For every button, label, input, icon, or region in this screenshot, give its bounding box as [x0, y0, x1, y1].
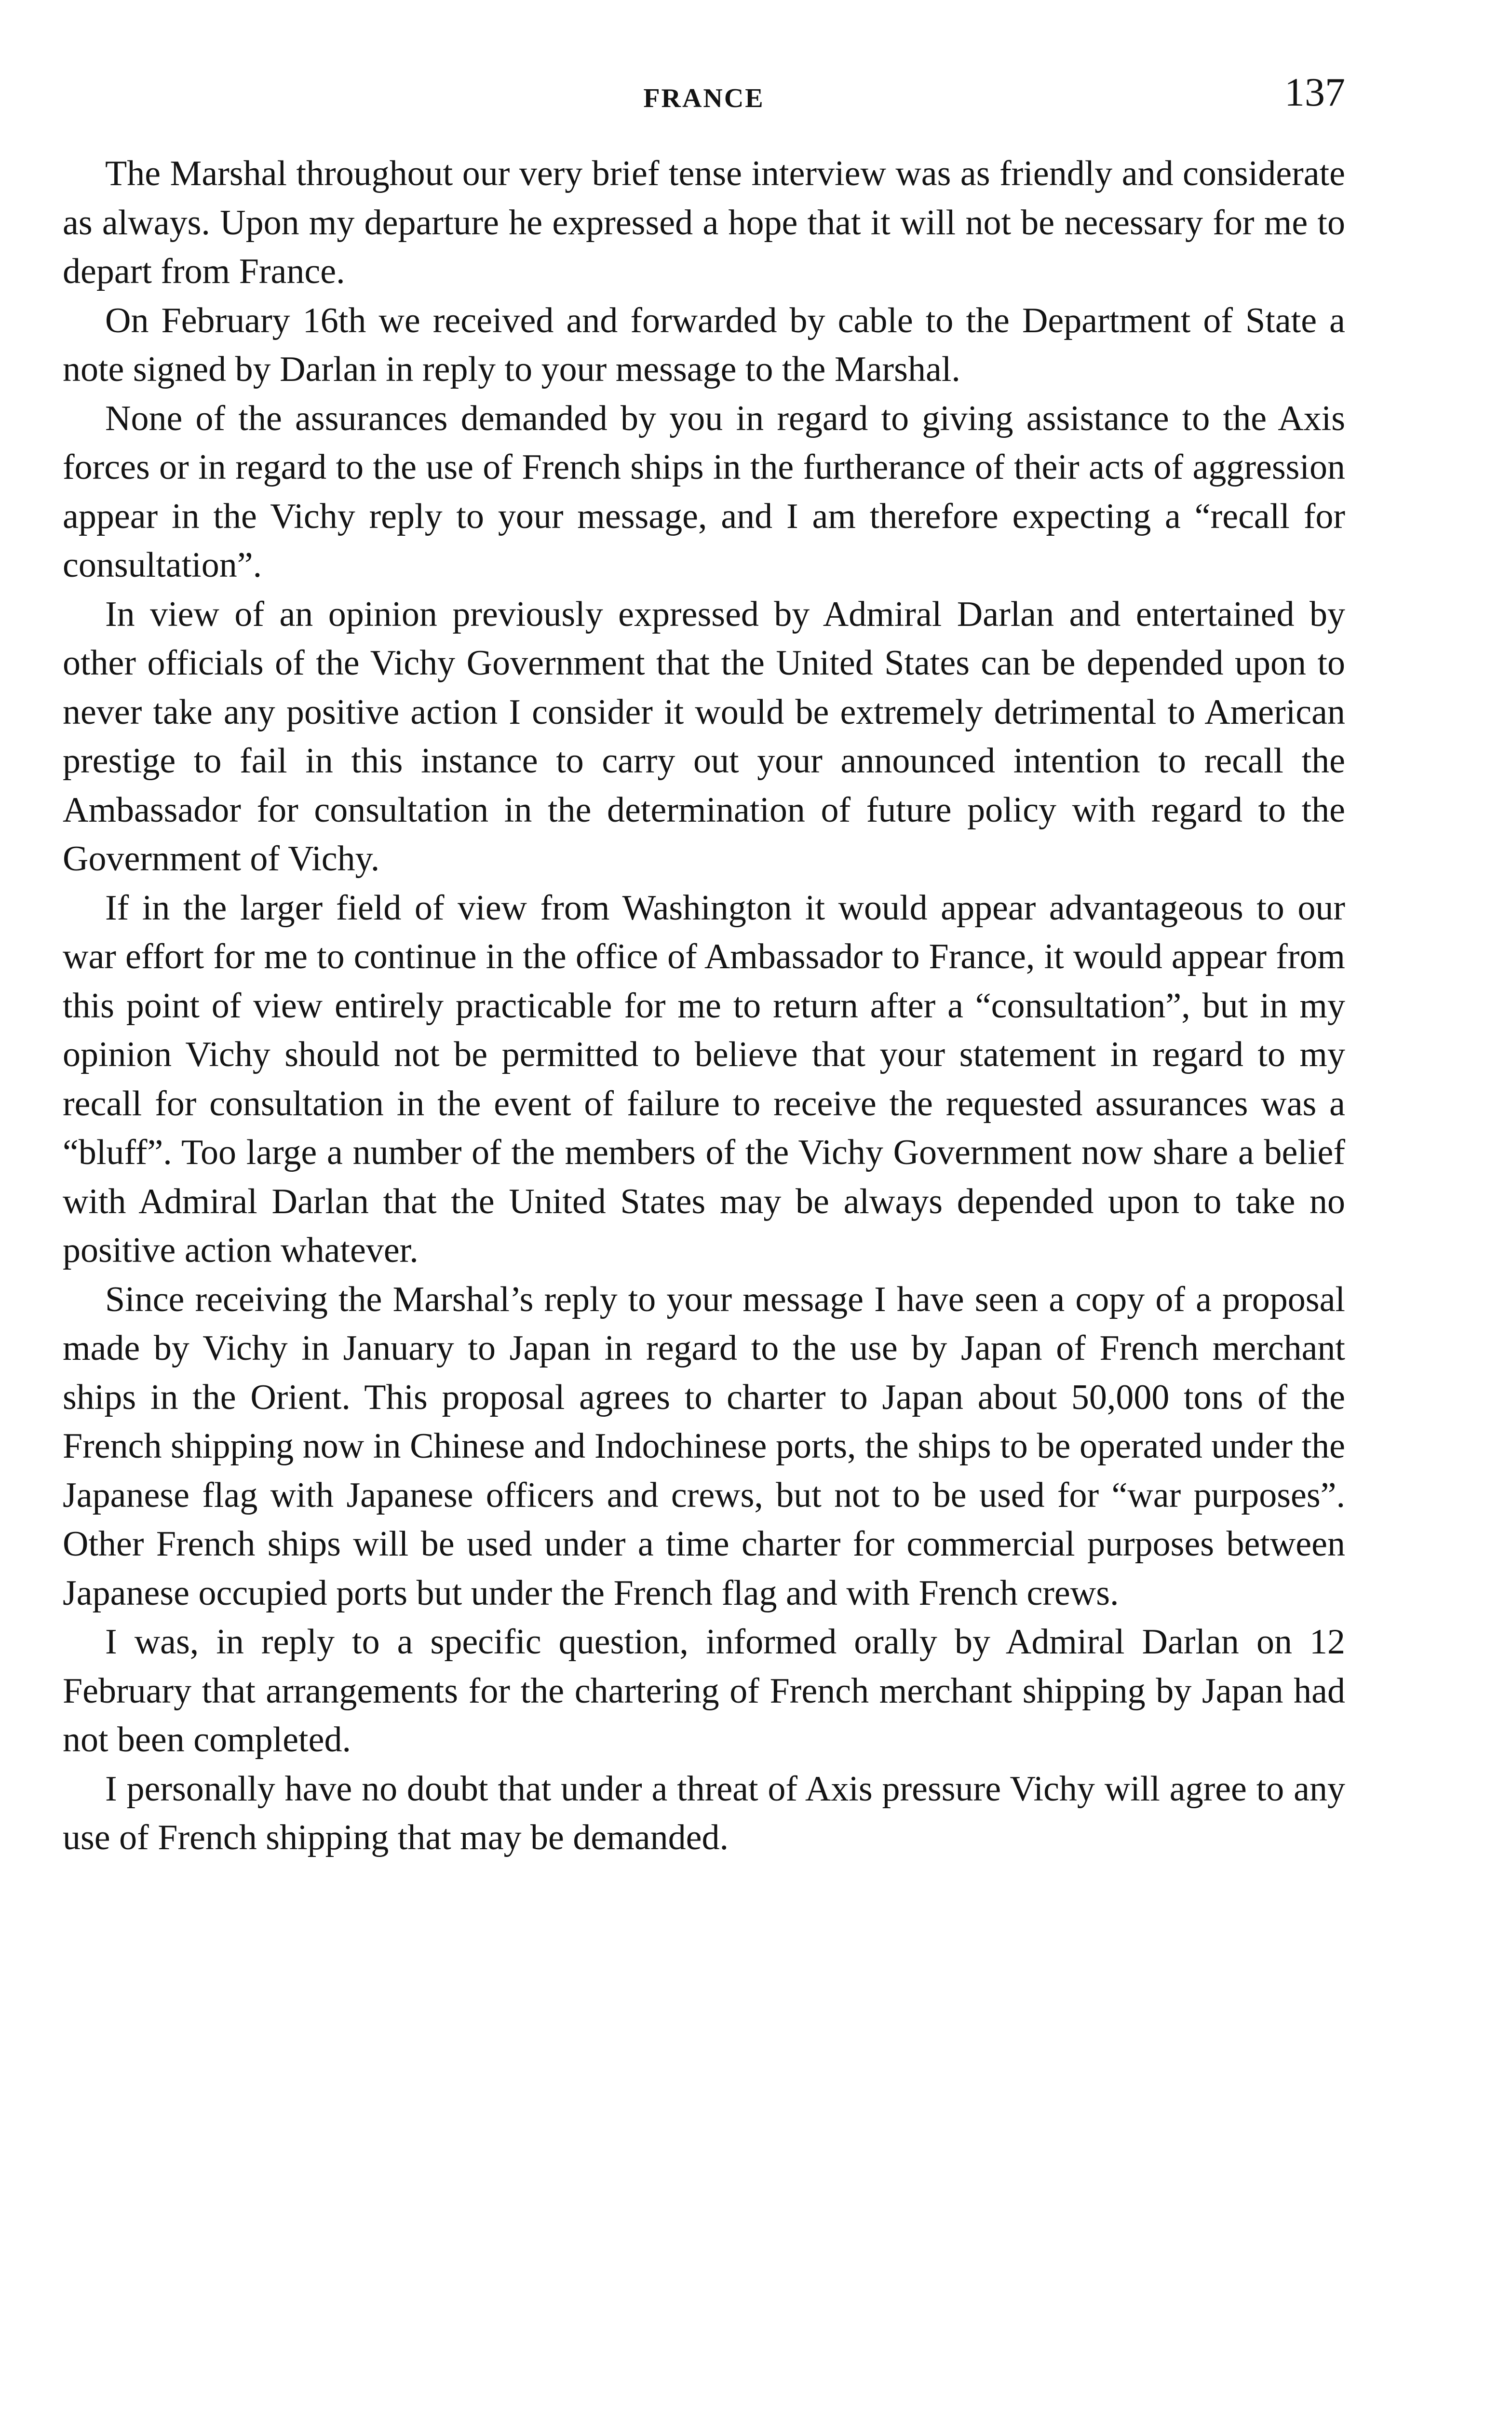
page-number: 137 — [1284, 70, 1345, 115]
running-head — [63, 72, 1345, 125]
paragraph: In view of an opinion previously expressed by Admiral Darlan and entertained by other officials of the Vichy Government that the United States can be depended upon to never take any positive action I consider it would be extremely detrimental to American prestige to fail in this instance to carry out your announced intention to recall the Ambassador for consultation in the determination of future policy with regard to the Government of Vichy. — [63, 594, 1345, 879]
paragraph: If in the larger field of view from Washington it would appear advantageous to our war effort for me to continue in the office of Ambassador to France, it would appear from this point of view entirely practicable for me to return after a “consultation”, but in my opinion Vichy should not be permitted to believe that your statement in regard to my recall for consultation in the event of failure to receive the requested assurances was a “bluff”. Too large a number of the members of the Vichy Government now share a belief with Admiral Darlan that the United States may be always depended upon to take no positive action whatever. — [63, 888, 1345, 1270]
running-title: FRANCE — [643, 83, 765, 113]
paragraph: The Marshal throughout our very brief tense interview was as friendly and considerate as always. Upon my departure he expressed a hope that it will not be necessary for me to depart from France. — [63, 154, 1345, 291]
paragraph: None of the assurances demanded by you in regard to giving assistance to the Axis forces or in regard to the use of French ships in the furtherance of their acts of aggression appear in the Vichy reply to your message, and I am therefore expecting a “recall for consultation”. — [63, 398, 1345, 585]
body-text — [63, 149, 1345, 1863]
paragraph: I was, in reply to a specific question, informed orally by Admiral Darlan on 12 February that arrangements for the chartering of French merchant shipping by Japan had not been completed. — [63, 1622, 1345, 1760]
paragraph: I personally have no doubt that under a threat of Axis pressure Vichy will agree to any use of French shipping that may be demanded. — [63, 1769, 1345, 1857]
paragraph: On February 16th we received and forwarded by cable to the Department of State a note signed by Darlan in reply to your message to the Marshal. — [63, 300, 1345, 389]
paragraph: Since receiving the Marshal’s reply to your message I have seen a copy of a proposal made by Vichy in January to Japan in regard to the use by Japan of French merchant ships in the Orient. This proposal agrees to charter to Japan about 50,000 tons of the French shipping now in Chinese and Indochinese ports, the ships to be operated under the Japanese flag with Japanese officers and crews, but not to be used for “war purposes”. Other French ships will be used under a time charter for commercial purposes between Japanese occupied ports but under the French flag and with French crews. — [63, 1279, 1345, 1613]
